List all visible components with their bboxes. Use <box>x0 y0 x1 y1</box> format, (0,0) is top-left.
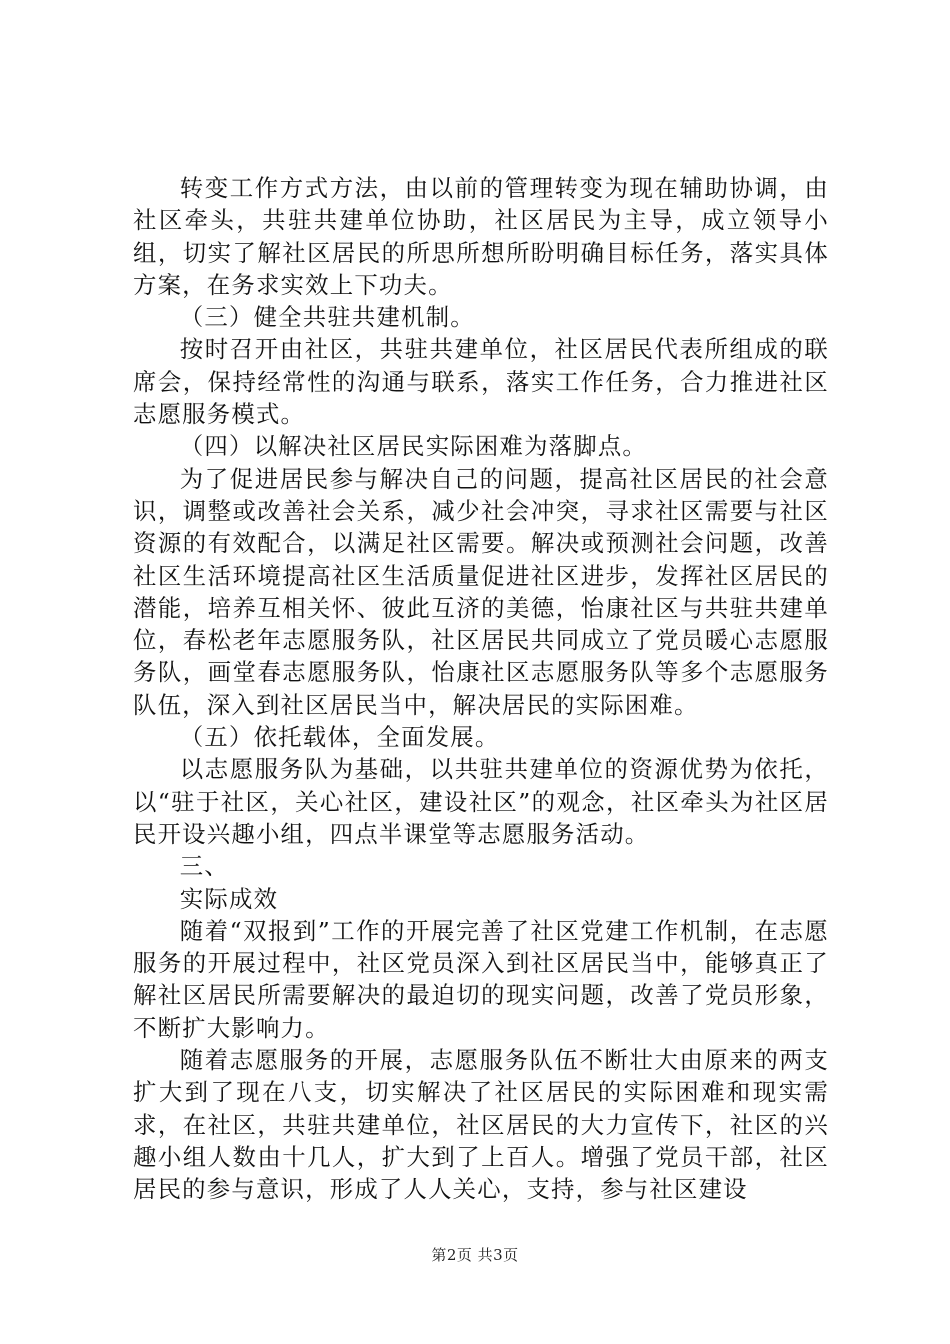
page-number-footer: 第2页 共3页 <box>431 1246 519 1264</box>
paragraph: 随着志愿服务的开展，志愿服务队伍不断壮大由原来的两支扩大到了现在八支，切实解决了社区居民的实际困难和现实需求，在社区，共驻共建单位，社区居民的大力宣传下，社区的兴趣小组人数由十几人，扩大到了上百人。增强了党员干部，社区居民的参与意识，形成了人人关心，支持，参与社区建设 <box>133 1046 829 1204</box>
paragraph: 转变工作方式方法，由以前的管理转变为现在辅助协调，由社区牵头，共驻共建单位协助，社区居民为主导，成立领导小组，切实了解社区居民的所思所想所盼明确目标任务，落实具体方案，在务求实效上下功夫。 <box>133 174 829 299</box>
section-heading: （五）依托载体，全面发展。 <box>179 723 500 752</box>
section-heading: （三）健全共驻共建机制。 <box>179 303 475 332</box>
section-heading: 实际成效 <box>179 884 279 913</box>
paragraph: 随着“双报到”工作的开展完善了社区党建工作机制，在志愿服务的开展过程中，社区党员深入到社区居民当中，能够真正了解社区居民所需要解决的最迫切的现实问题，改善了党员形象，不断扩大影响力。 <box>133 916 829 1042</box>
document-body <box>133 172 829 1206</box>
paragraph: 为了促进居民参与解决自己的问题，提高社区居民的社会意识，调整或改善社会关系，减少社会冲突，寻求社区需要与社区资源的有效配合，以满足社区需要。解决或预测社会问题，改善社区生活环境提高社区生活质量促进社区进步，发挥社区居民的潜能，培养互相关怀、彼此互济的美德，怡康社区与共驻共建单位，春松老年志愿服务队，社区居民共同成立了党员暖心志愿服务队，画堂春志愿服务队，怡康社区志愿服务队等多个志愿服务队伍，深入到社区居民当中，解决居民的实际困难。 <box>133 464 829 719</box>
paragraph: 以志愿服务队为基础，以共驻共建单位的资源优势为依托，以“驻于社区，关心社区，建设社区”的观念，社区牵头为社区居民开设兴趣小组，四点半课堂等志愿服务活动。 <box>133 755 829 848</box>
section-number: 三、 <box>179 852 229 881</box>
paragraph: 按时召开由社区，共驻共建单位，社区居民代表所组成的联席会，保持经常性的沟通与联系，落实工作任务，合力推进社区志愿服务模式。 <box>133 335 829 429</box>
section-heading: （四）以解决社区居民实际困难为落脚点。 <box>179 432 648 461</box>
